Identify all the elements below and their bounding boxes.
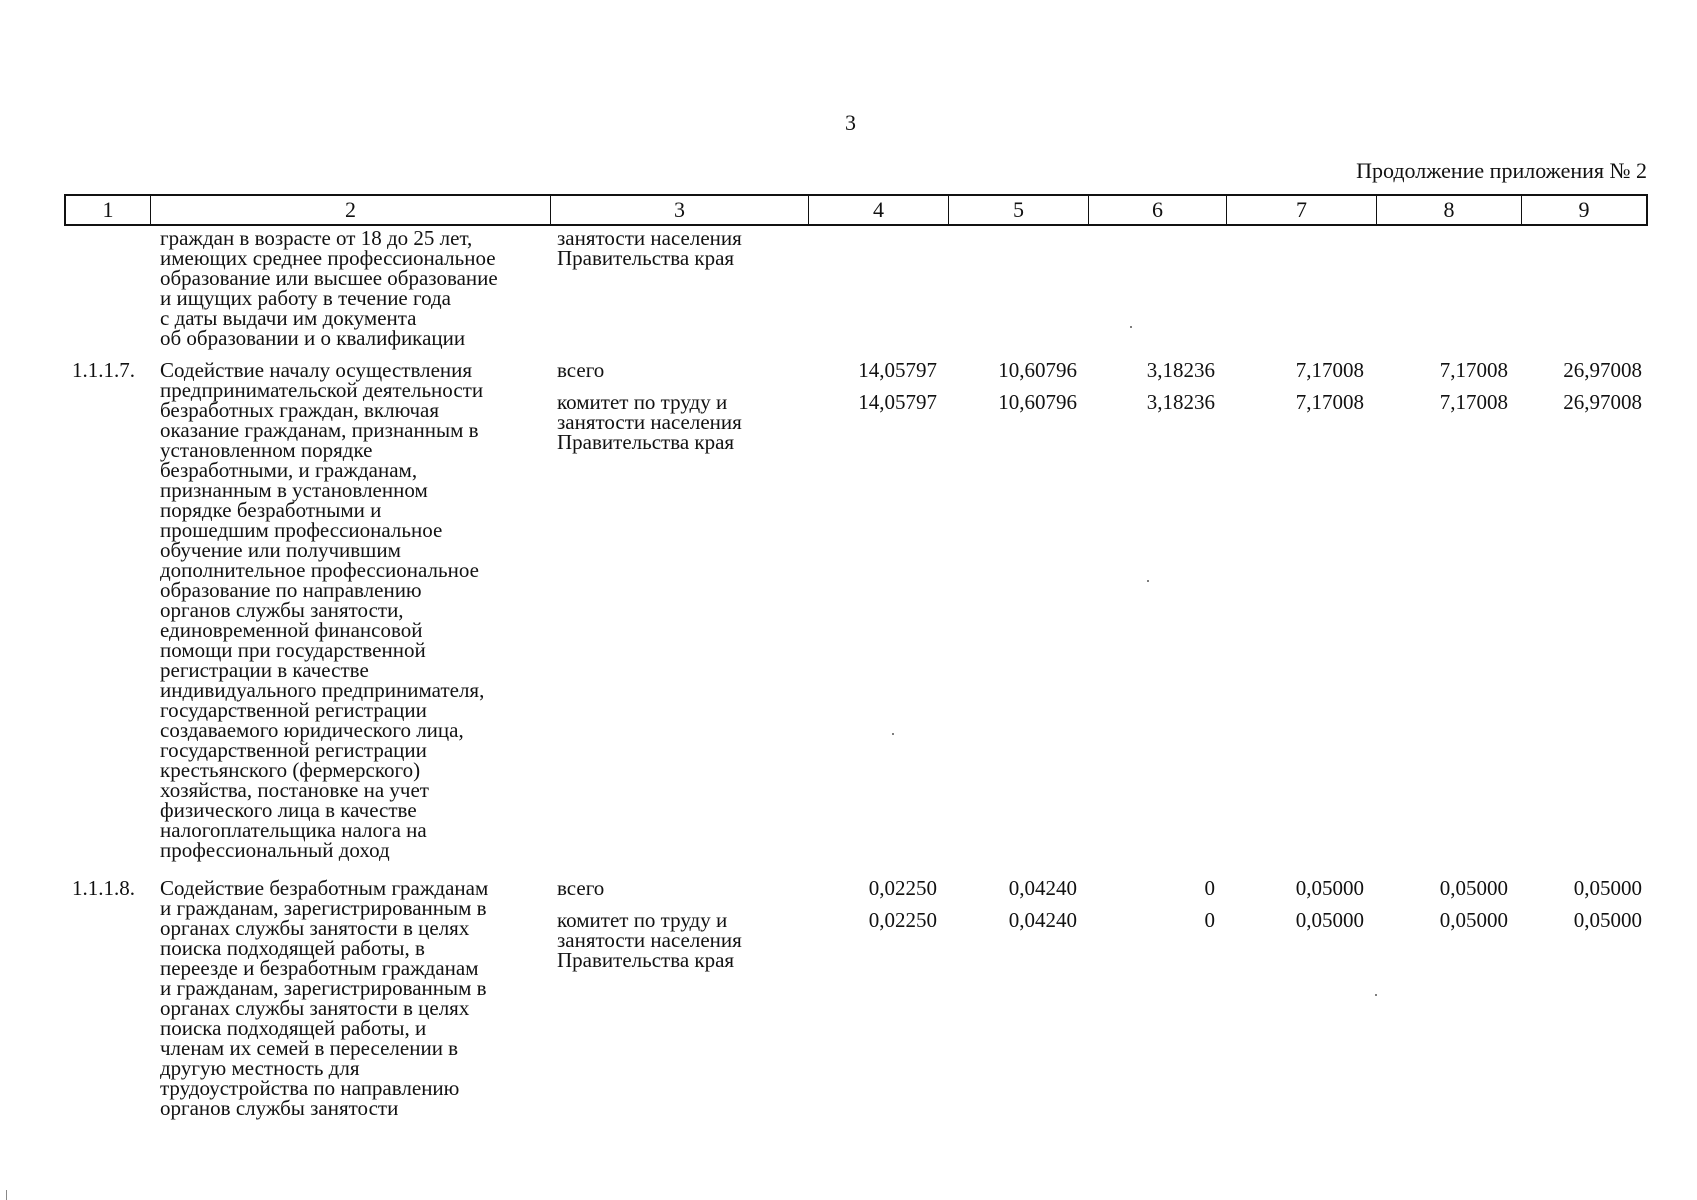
row-total-label: всего xyxy=(557,358,605,382)
scan-edge-mark xyxy=(6,1190,7,1200)
executor-value-col-8: 0,05000 xyxy=(1439,908,1508,932)
column-header-2: 2 xyxy=(150,196,550,224)
row-executor: комитет по труду и занятости населения Правительства края xyxy=(557,908,742,972)
column-header-7: 7 xyxy=(1226,196,1376,224)
executor-value-col-9: 0,05000 xyxy=(1573,908,1642,932)
column-header-3: 3 xyxy=(550,196,808,224)
executor-value-col-4: 14,05797 xyxy=(858,390,937,414)
total-value-col-4: 0,02250 xyxy=(868,876,937,900)
executor-value-col-7: 7,17008 xyxy=(1295,390,1364,414)
total-value-col-8: 7,17008 xyxy=(1439,358,1508,382)
row-number: 1.1.1.7. xyxy=(72,358,135,382)
executor-value-col-7: 0,05000 xyxy=(1295,908,1364,932)
total-value-col-9: 26,97008 xyxy=(1563,358,1642,382)
row-description: граждан в возрасте от 18 до 25 лет, имеющих среднее профессиональное образование или высшее образование и ищущих работу в течение года с даты выдачи им документа об образовании и о квалификации xyxy=(160,226,498,350)
row-description: Содействие безработным гражданам и гражданам, зарегистрированным в органах службы занятости в целях поиска подходящей работы, в переезде и безработным гражданам и гражданам, зарегистрированным в органах службы занятости в целях поиска подходящей работы, и членам их семей в переселении в другую местность для трудоустройства по направлению органов службы занятости xyxy=(160,876,489,1120)
executor-value-col-5: 10,60796 xyxy=(998,390,1077,414)
total-value-col-8: 0,05000 xyxy=(1439,876,1508,900)
total-value-col-5: 10,60796 xyxy=(998,358,1077,382)
executor-value-col-5: 0,04240 xyxy=(1008,908,1077,932)
executor-value-col-6: 0 xyxy=(1204,908,1215,932)
total-value-col-6: 3,18236 xyxy=(1146,358,1215,382)
column-header-5: 5 xyxy=(948,196,1088,224)
executor-value-col-4: 0,02250 xyxy=(868,908,937,932)
executor-value-col-8: 7,17008 xyxy=(1439,390,1508,414)
total-value-col-7: 7,17008 xyxy=(1295,358,1364,382)
row-total-label: всего xyxy=(557,876,605,900)
executor-value-col-6: 3,18236 xyxy=(1146,390,1215,414)
continuation-label: Продолжение приложения № 2 xyxy=(1356,158,1647,183)
scan-speck xyxy=(1147,580,1149,582)
scan-speck xyxy=(1130,326,1132,328)
total-value-col-9: 0,05000 xyxy=(1573,876,1642,900)
column-header-8: 8 xyxy=(1376,196,1521,224)
page-number: 3 xyxy=(845,110,856,135)
column-header-1: 1 xyxy=(102,197,114,222)
total-value-col-5: 0,04240 xyxy=(1008,876,1077,900)
total-value-col-6: 0 xyxy=(1204,876,1215,900)
column-header-6: 6 xyxy=(1088,196,1226,224)
column-header-4: 4 xyxy=(808,196,948,224)
scan-speck xyxy=(892,733,894,735)
row-number: 1.1.1.8. xyxy=(72,876,135,900)
row-executor: комитет по труду и занятости населения Правительства края xyxy=(557,390,742,454)
total-value-col-4: 14,05797 xyxy=(858,358,937,382)
executor-value-col-9: 26,97008 xyxy=(1563,390,1642,414)
row-executor: занятости населения Правительства края xyxy=(557,226,742,270)
total-value-col-7: 0,05000 xyxy=(1295,876,1364,900)
table-header xyxy=(64,194,1648,226)
row-description: Содействие началу осуществления предпринимательской деятельности безработных граждан, включая оказание гражданам, признанным в установленном порядке безработными, и гражданам, признанным в установленном порядке безработными и прошедшим профессиональное обучение или получившим дополнительное профессиональное образование по направлению органов службы занятости, единовременной финансовой помощи при государственной регистрации в качестве индивидуального предпринимателя, государственной регистрации создаваемого юридического лица, государственной регистрации крестьянского (фермерского) хозяйства, постановке на учет физического лица в качестве налогоплательщика налога на профессиональный доход xyxy=(160,358,485,862)
scan-speck xyxy=(1375,994,1377,996)
column-header-9: 9 xyxy=(1521,196,1646,224)
